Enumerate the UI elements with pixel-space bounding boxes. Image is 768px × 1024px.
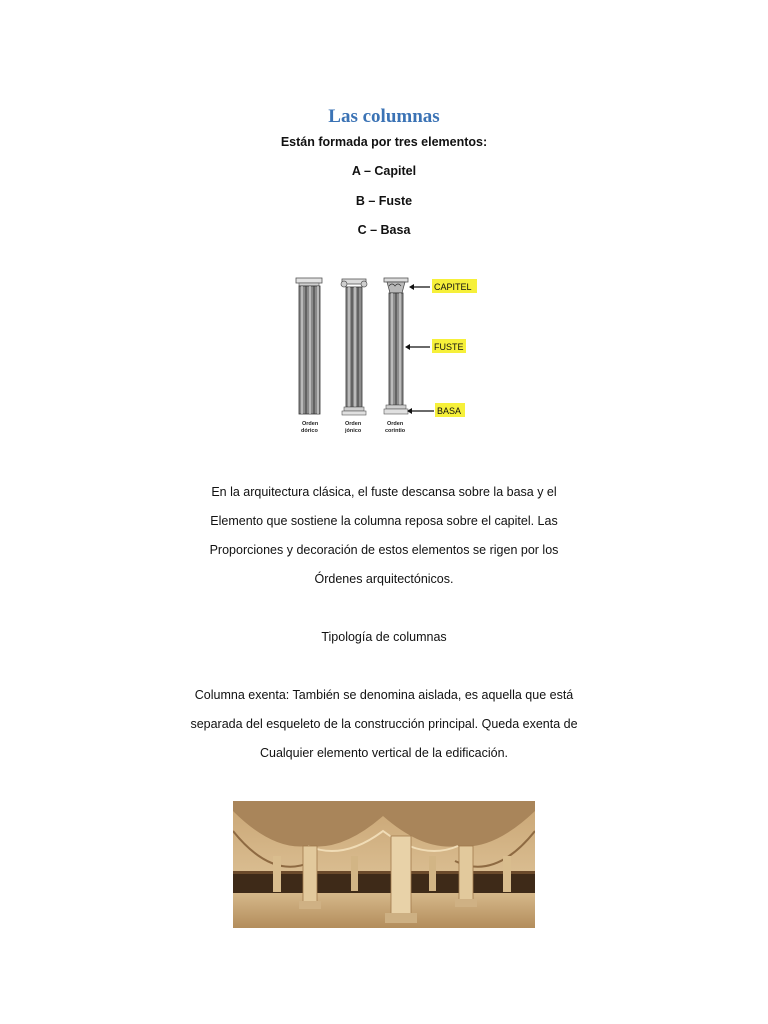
element-item-a: A – Capitel: [351, 164, 417, 178]
caption-corinthian-line1: Orden: [387, 421, 404, 427]
paragraph1-line4: Órdenes arquitectónicos.: [314, 572, 454, 586]
column-orders-diagram: [268, 262, 500, 440]
doric-column-illustration: [296, 278, 322, 414]
paragraph2-line1: Columna exenta: También se denomina aislada, es aquella que está: [194, 688, 574, 702]
caption-corinthian-line2: corintio: [385, 428, 406, 434]
caption-doric-line1: Orden: [302, 421, 319, 427]
subheading: Tipología de columnas: [321, 630, 447, 644]
intro-text: Están formada por tres elementos:: [280, 135, 488, 149]
paragraph1-line2: Elemento que sostiene la columna reposa sobre el capitel. Las: [210, 514, 558, 528]
label-fuste: FUSTE: [434, 342, 464, 352]
label-capitel: CAPITEL: [434, 282, 472, 292]
paragraph1-line3: Proporciones y decoración de estos elementos se rigen por los: [209, 543, 559, 557]
caption-ionic-line2: jónico: [345, 428, 362, 434]
paragraph2-line3: Cualquier elemento vertical de la edificación.: [259, 746, 509, 760]
caption-doric-line2: dórico: [301, 428, 318, 434]
page-title: Las columnas: [328, 106, 440, 127]
vaulted-hall-photo: [233, 801, 535, 928]
label-basa: BASA: [437, 406, 462, 416]
caption-ionic-line1: Orden: [345, 421, 362, 427]
paragraph2-line2: separada del esqueleto de la construcción principal. Queda exenta de: [190, 717, 578, 731]
element-item-c: C – Basa: [357, 223, 411, 237]
element-item-b: B – Fuste: [355, 194, 413, 208]
paragraph1-line1: En la arquitectura clásica, el fuste descansa sobre la basa y el: [211, 485, 557, 499]
